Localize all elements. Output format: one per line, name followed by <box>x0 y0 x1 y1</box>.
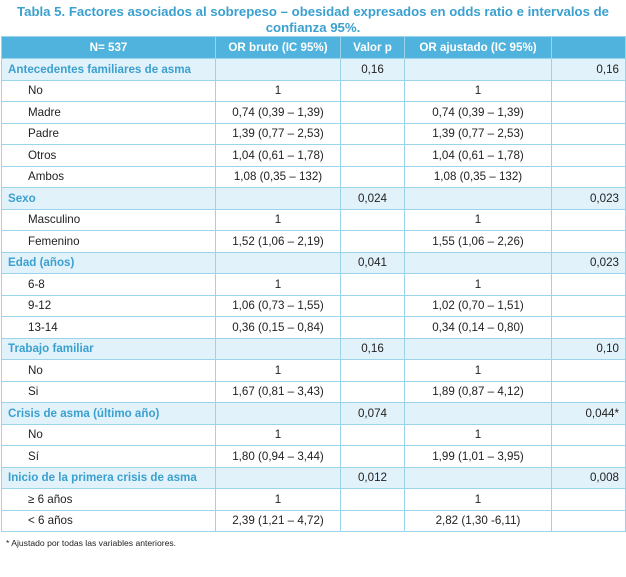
table-row <box>2 145 626 167</box>
row-or-crude: 1,08 (0,35 – 132) <box>216 166 341 188</box>
row-label: Si <box>2 381 216 403</box>
footnote: * Ajustado por todas las variables anteriores. <box>6 538 177 548</box>
row-or-adjusted: 1 <box>405 489 552 511</box>
row-p-adj-empty <box>552 295 626 317</box>
row-or-adjusted: 1 <box>405 424 552 446</box>
group-or-crude-empty <box>216 403 341 425</box>
row-label: Femenino <box>2 231 216 253</box>
group-or-crude-empty <box>216 338 341 360</box>
header-or-adjusted: OR ajustado (IC 95%) <box>405 37 552 59</box>
table-row <box>2 510 626 532</box>
row-label: Masculino <box>2 209 216 231</box>
row-p-adj-empty <box>552 424 626 446</box>
row-or-adjusted: 1,02 (0,70 – 1,51) <box>405 295 552 317</box>
row-p-adj-empty <box>552 102 626 124</box>
group-p-crude: 0,024 <box>341 188 405 210</box>
table-row <box>2 317 626 339</box>
row-p-adj-empty <box>552 317 626 339</box>
row-or-adjusted: 1,99 (1,01 – 3,95) <box>405 446 552 468</box>
group-or-adj-empty <box>405 338 552 360</box>
row-p-adj-empty <box>552 446 626 468</box>
table-row <box>2 231 626 253</box>
row-or-adjusted: 1,39 (0,77 – 2,53) <box>405 123 552 145</box>
row-or-adjusted: 1,04 (0,61 – 1,78) <box>405 145 552 167</box>
group-label: Trabajo familiar <box>2 338 216 360</box>
row-or-adjusted: 1 <box>405 274 552 296</box>
group-p-adjusted: 0,023 <box>552 188 626 210</box>
header-p-adjusted <box>552 37 626 59</box>
row-or-crude: 1 <box>216 209 341 231</box>
row-label: Otros <box>2 145 216 167</box>
table-row <box>2 274 626 296</box>
table-row <box>2 102 626 124</box>
row-label: 6-8 <box>2 274 216 296</box>
row-or-crude: 1 <box>216 489 341 511</box>
group-p-crude: 0,074 <box>341 403 405 425</box>
row-label: Madre <box>2 102 216 124</box>
row-or-adjusted: 1,55 (1,06 – 2,26) <box>405 231 552 253</box>
group-label: Crisis de asma (último año) <box>2 403 216 425</box>
group-or-crude-empty <box>216 59 341 81</box>
row-p-adj-empty <box>552 209 626 231</box>
group-or-crude-empty <box>216 467 341 489</box>
row-or-crude: 2,39 (1,21 – 4,72) <box>216 510 341 532</box>
table-body <box>2 59 626 532</box>
row-p-adj-empty <box>552 274 626 296</box>
row-label: < 6 años <box>2 510 216 532</box>
table-title: Tabla 5. Factores asociados al sobrepeso – obesidad expresados en odds ratio e intervalos de confianza 95%. <box>17 4 609 35</box>
row-p-adj-empty <box>552 489 626 511</box>
group-row <box>2 403 626 425</box>
group-label: Edad (años) <box>2 252 216 274</box>
header-or-crude: OR bruto (IC 95%) <box>216 37 341 59</box>
table-row <box>2 295 626 317</box>
group-or-crude-empty <box>216 188 341 210</box>
group-row <box>2 59 626 81</box>
row-p-crude-empty <box>341 446 405 468</box>
row-p-crude-empty <box>341 166 405 188</box>
row-p-adj-empty <box>552 360 626 382</box>
row-label: No <box>2 424 216 446</box>
row-p-crude-empty <box>341 145 405 167</box>
row-or-adjusted: 2,82 (1,30 -6,11) <box>405 510 552 532</box>
row-p-adj-empty <box>552 80 626 102</box>
row-p-crude-empty <box>341 489 405 511</box>
table-row <box>2 80 626 102</box>
row-label: No <box>2 360 216 382</box>
row-label: Ambos <box>2 166 216 188</box>
row-p-crude-empty <box>341 80 405 102</box>
row-or-crude: 0,74 (0,39 – 1,39) <box>216 102 341 124</box>
row-label: Padre <box>2 123 216 145</box>
row-p-crude-empty <box>341 231 405 253</box>
row-p-crude-empty <box>341 317 405 339</box>
row-or-adjusted: 0,34 (0,14 – 0,80) <box>405 317 552 339</box>
header-row <box>2 37 626 59</box>
group-p-crude: 0,012 <box>341 467 405 489</box>
table-row <box>2 446 626 468</box>
row-p-crude-empty <box>341 274 405 296</box>
group-row <box>2 252 626 274</box>
row-or-crude: 1,80 (0,94 – 3,44) <box>216 446 341 468</box>
table-row <box>2 381 626 403</box>
row-p-crude-empty <box>341 209 405 231</box>
row-p-adj-empty <box>552 145 626 167</box>
table-row <box>2 489 626 511</box>
group-p-adjusted: 0,023 <box>552 252 626 274</box>
group-p-adjusted: 0,044* <box>552 403 626 425</box>
row-or-crude: 1 <box>216 424 341 446</box>
row-or-crude: 1,39 (0,77 – 2,53) <box>216 123 341 145</box>
table-row <box>2 166 626 188</box>
group-row <box>2 467 626 489</box>
group-p-crude: 0,041 <box>341 252 405 274</box>
group-p-adjusted: 0,16 <box>552 59 626 81</box>
row-or-crude: 1 <box>216 80 341 102</box>
row-or-crude: 1,67 (0,81 – 3,43) <box>216 381 341 403</box>
row-or-adjusted: 1,89 (0,87 – 4,12) <box>405 381 552 403</box>
group-p-crude: 0,16 <box>341 338 405 360</box>
table-row <box>2 209 626 231</box>
header-p-value: Valor p <box>341 37 405 59</box>
row-or-crude: 1,04 (0,61 – 1,78) <box>216 145 341 167</box>
row-or-crude: 1,52 (1,06 – 2,19) <box>216 231 341 253</box>
row-or-adjusted: 1 <box>405 360 552 382</box>
row-or-crude: 0,36 (0,15 – 0,84) <box>216 317 341 339</box>
row-p-crude-empty <box>341 381 405 403</box>
row-p-adj-empty <box>552 123 626 145</box>
row-label: 9-12 <box>2 295 216 317</box>
group-label: Antecedentes familiares de asma <box>2 59 216 81</box>
row-label: No <box>2 80 216 102</box>
row-p-adj-empty <box>552 166 626 188</box>
row-or-adjusted: 1 <box>405 209 552 231</box>
row-or-adjusted: 1,08 (0,35 – 132) <box>405 166 552 188</box>
row-or-adjusted: 1 <box>405 80 552 102</box>
row-label: ≥ 6 años <box>2 489 216 511</box>
row-p-adj-empty <box>552 381 626 403</box>
group-or-adj-empty <box>405 188 552 210</box>
row-p-crude-empty <box>341 424 405 446</box>
group-label: Inicio de la primera crisis de asma <box>2 467 216 489</box>
group-or-adj-empty <box>405 467 552 489</box>
row-p-crude-empty <box>341 295 405 317</box>
group-p-adjusted: 0,008 <box>552 467 626 489</box>
row-or-crude: 1 <box>216 274 341 296</box>
row-label: 13-14 <box>2 317 216 339</box>
row-p-crude-empty <box>341 510 405 532</box>
group-p-crude: 0,16 <box>341 59 405 81</box>
group-row <box>2 188 626 210</box>
group-label: Sexo <box>2 188 216 210</box>
group-or-crude-empty <box>216 252 341 274</box>
row-or-crude: 1 <box>216 360 341 382</box>
results-table <box>1 36 626 532</box>
row-p-crude-empty <box>341 123 405 145</box>
group-or-adj-empty <box>405 403 552 425</box>
table-row <box>2 123 626 145</box>
group-or-adj-empty <box>405 252 552 274</box>
table-row <box>2 360 626 382</box>
row-label: Sí <box>2 446 216 468</box>
row-or-adjusted: 0,74 (0,39 – 1,39) <box>405 102 552 124</box>
group-or-adj-empty <box>405 59 552 81</box>
row-p-adj-empty <box>552 510 626 532</box>
row-p-adj-empty <box>552 231 626 253</box>
row-or-crude: 1,06 (0,73 – 1,55) <box>216 295 341 317</box>
header-n: N= 537 <box>2 37 216 59</box>
group-row <box>2 338 626 360</box>
table-row <box>2 424 626 446</box>
group-p-adjusted: 0,10 <box>552 338 626 360</box>
row-p-crude-empty <box>341 102 405 124</box>
row-p-crude-empty <box>341 360 405 382</box>
